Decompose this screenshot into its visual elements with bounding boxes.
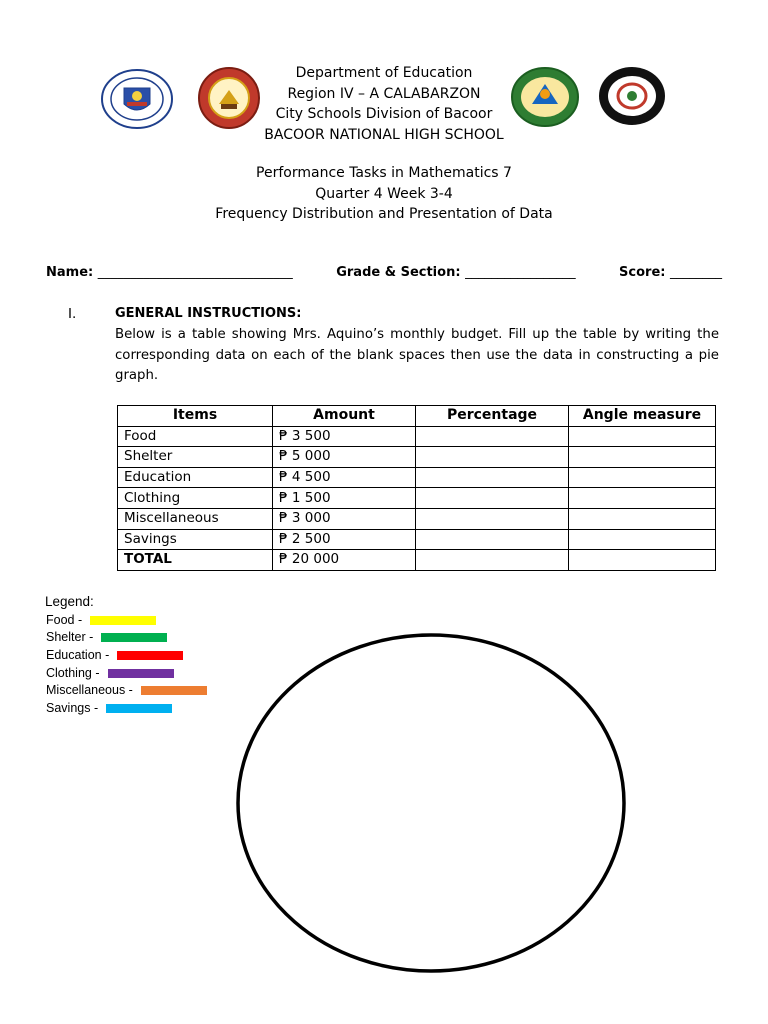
angle-cell[interactable] bbox=[569, 529, 716, 550]
legend-item-miscellaneous bbox=[46, 683, 207, 697]
table-row-total bbox=[118, 550, 716, 571]
angle-cell[interactable] bbox=[569, 488, 716, 509]
legend-label: Savings - bbox=[46, 701, 99, 715]
table-row bbox=[118, 426, 716, 447]
legend-item-clothing bbox=[46, 666, 174, 680]
header-line-school: BACOOR NATIONAL HIGH SCHOOL bbox=[264, 126, 504, 143]
legend-swatch-miscellaneous bbox=[141, 686, 207, 695]
table-row bbox=[118, 467, 716, 488]
section-number: I. bbox=[68, 306, 77, 322]
student-info-line bbox=[46, 265, 722, 280]
amount-cell: ₱ 4 500 bbox=[273, 467, 416, 488]
task-quarter: Quarter 4 Week 3-4 bbox=[315, 185, 453, 202]
legend-label: Food - bbox=[46, 613, 83, 627]
total-angle-cell[interactable] bbox=[569, 550, 716, 571]
score-field[interactable] bbox=[619, 265, 722, 280]
amount-cell: ₱ 3 000 bbox=[273, 508, 416, 529]
task-title: Performance Tasks in Mathematics 7 bbox=[256, 165, 512, 181]
pie-graph-circle[interactable] bbox=[234, 632, 628, 978]
item-cell: Education bbox=[118, 467, 273, 488]
legend-title: Legend: bbox=[45, 594, 94, 609]
percentage-cell[interactable] bbox=[416, 426, 569, 447]
legend-label: Shelter - bbox=[46, 630, 94, 644]
angle-cell[interactable] bbox=[569, 467, 716, 488]
angle-cell[interactable] bbox=[569, 426, 716, 447]
item-cell: Clothing bbox=[118, 488, 273, 509]
legend-swatch-education bbox=[117, 651, 183, 660]
school-header bbox=[0, 63, 768, 145]
budget-table bbox=[117, 405, 716, 571]
amount-cell: ₱ 1 500 bbox=[273, 488, 416, 509]
total-label-cell: TOTAL bbox=[118, 550, 273, 571]
legend-swatch-shelter bbox=[101, 633, 167, 642]
item-cell: Savings bbox=[118, 529, 273, 550]
instructions-text: Below is a table showing Mrs. Aquino’s monthly budget. Fill up the table by writing the corresponding data on each of the blank spaces then use the data in constructing a pie graph. bbox=[115, 327, 719, 383]
amount-cell: ₱ 5 000 bbox=[273, 447, 416, 468]
total-percentage-cell[interactable] bbox=[416, 550, 569, 571]
legend-swatch-food bbox=[90, 616, 156, 625]
header-line-region: Region IV – A CALABARZON bbox=[287, 85, 481, 102]
name-label: Name: bbox=[46, 265, 94, 280]
amount-cell: ₱ 2 500 bbox=[273, 529, 416, 550]
legend-item-savings bbox=[46, 701, 172, 715]
grade-section-label: Grade & Section: bbox=[336, 265, 461, 280]
item-cell: Miscellaneous bbox=[118, 508, 273, 529]
legend-item-food bbox=[46, 613, 156, 627]
header-amount: Amount bbox=[273, 406, 416, 427]
amount-cell: ₱ 3 500 bbox=[273, 426, 416, 447]
table-row bbox=[118, 488, 716, 509]
percentage-cell[interactable] bbox=[416, 488, 569, 509]
percentage-cell[interactable] bbox=[416, 447, 569, 468]
item-cell: Shelter bbox=[118, 447, 273, 468]
legend-item-education bbox=[46, 648, 183, 662]
name-field[interactable] bbox=[46, 265, 293, 280]
grade-section-field[interactable] bbox=[336, 265, 575, 280]
score-label: Score: bbox=[619, 265, 666, 280]
total-amount-cell: ₱ 20 000 bbox=[273, 550, 416, 571]
header-items: Items bbox=[118, 406, 273, 427]
header-angle-measure: Angle measure bbox=[569, 406, 716, 427]
section-title: GENERAL INSTRUCTIONS: bbox=[115, 306, 302, 321]
table-row bbox=[118, 447, 716, 468]
percentage-cell[interactable] bbox=[416, 529, 569, 550]
legend-label: Miscellaneous - bbox=[46, 683, 133, 697]
name-blank[interactable]: ______________________________ bbox=[97, 265, 293, 280]
angle-cell[interactable] bbox=[569, 447, 716, 468]
angle-cell[interactable] bbox=[569, 508, 716, 529]
legend-label: Clothing - bbox=[46, 666, 100, 680]
percentage-cell[interactable] bbox=[416, 508, 569, 529]
item-cell: Food bbox=[118, 426, 273, 447]
legend-item-shelter bbox=[46, 630, 167, 644]
header-line-division: City Schools Division of Bacoor bbox=[275, 106, 493, 122]
header-line-department: Department of Education bbox=[295, 65, 473, 81]
score-blank[interactable]: ________ bbox=[670, 265, 722, 280]
table-header-row bbox=[118, 406, 716, 427]
percentage-cell[interactable] bbox=[416, 467, 569, 488]
table-row bbox=[118, 508, 716, 529]
legend-swatch-savings bbox=[106, 704, 172, 713]
task-topic: Frequency Distribution and Presentation of Data bbox=[215, 206, 553, 222]
grade-section-blank[interactable]: _________________ bbox=[465, 265, 576, 280]
header-percentage: Percentage bbox=[416, 406, 569, 427]
legend-label: Education - bbox=[46, 648, 110, 662]
legend-swatch-clothing bbox=[108, 669, 174, 678]
table-row bbox=[118, 529, 716, 550]
task-header bbox=[0, 163, 768, 225]
